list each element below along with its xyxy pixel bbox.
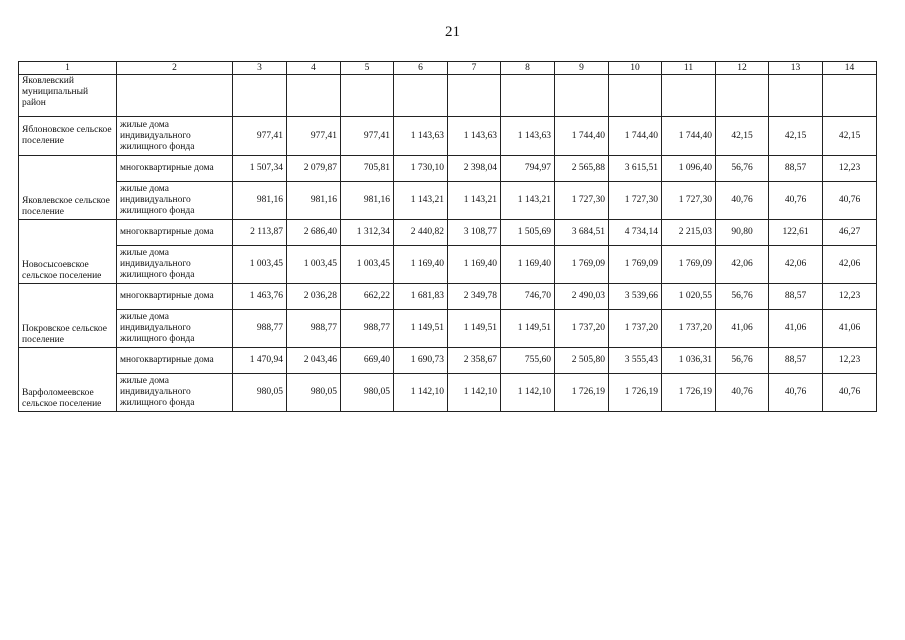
value-cell-col-14: 12,23	[823, 284, 877, 310]
column-header-6: 6	[394, 62, 448, 75]
value-cell-col-10: 3 615,51	[609, 156, 662, 182]
value-cell-col-14: 41,06	[823, 310, 877, 348]
column-header-1: 1	[19, 62, 117, 75]
value-cell-col-6: 1 169,40	[394, 246, 448, 284]
value-cell-col-7: 2 358,67	[448, 348, 501, 374]
value-cell-col-6: 1 143,21	[394, 182, 448, 220]
value-cell-col-14: 42,06	[823, 246, 877, 284]
settlement-name: Новосысоевское сельское поселение	[19, 220, 117, 284]
value-cell-col-5: 981,16	[341, 182, 394, 220]
value-cell-col-4: 977,41	[287, 117, 341, 156]
value-cell-col-7: 2 398,04	[448, 156, 501, 182]
value-cell-col-6: 1 149,51	[394, 310, 448, 348]
value-cell-col-9: 1 726,19	[555, 374, 609, 412]
value-cell-col-13: 42,15	[769, 117, 823, 156]
value-cell-col-3: 1 507,34	[233, 156, 287, 182]
value-cell-col-12: 41,06	[716, 310, 769, 348]
value-cell-col-9: 2 565,88	[555, 156, 609, 182]
value-cell-col-11: 1 726,19	[662, 374, 716, 412]
value-cell-col-13: 88,57	[769, 284, 823, 310]
tariff-table	[18, 61, 877, 412]
district-row	[19, 75, 877, 117]
column-header-9: 9	[555, 62, 609, 75]
column-header-4: 4	[287, 62, 341, 75]
value-cell-col-4: 980,05	[287, 374, 341, 412]
value-cell-col-10: 3 539,66	[609, 284, 662, 310]
page-number: 21	[445, 24, 460, 40]
table-body	[19, 75, 877, 412]
value-cell-col-3: 981,16	[233, 182, 287, 220]
value-cell-col-12: 40,76	[716, 374, 769, 412]
value-cell-col-4: 2 079,87	[287, 156, 341, 182]
value-cell-col-10: 1 727,30	[609, 182, 662, 220]
value-cell-col-3: 977,41	[233, 117, 287, 156]
empty-cell	[117, 75, 233, 117]
empty-cell	[341, 75, 394, 117]
value-cell-col-9: 2 490,03	[555, 284, 609, 310]
value-cell-col-10: 1 744,40	[609, 117, 662, 156]
housing-type: жилые дома индивидуального жилищного фонда	[117, 310, 233, 348]
value-cell-col-8: 794,97	[501, 156, 555, 182]
value-cell-col-8: 746,70	[501, 284, 555, 310]
value-cell-col-7: 1 149,51	[448, 310, 501, 348]
value-cell-col-10: 1 726,19	[609, 374, 662, 412]
value-cell-col-7: 2 349,78	[448, 284, 501, 310]
value-cell-col-4: 1 003,45	[287, 246, 341, 284]
value-cell-col-6: 1 681,83	[394, 284, 448, 310]
value-cell-col-10: 1 769,09	[609, 246, 662, 284]
value-cell-col-6: 1 143,63	[394, 117, 448, 156]
value-cell-col-8: 1 143,21	[501, 182, 555, 220]
value-cell-col-12: 56,76	[716, 348, 769, 374]
table-row	[19, 284, 877, 310]
value-cell-col-7: 1 143,63	[448, 117, 501, 156]
settlement-name: Варфоломеевское сельское поселение	[19, 348, 117, 412]
empty-cell	[769, 75, 823, 117]
column-header-14: 14	[823, 62, 877, 75]
value-cell-col-3: 988,77	[233, 310, 287, 348]
table-row	[19, 374, 877, 412]
table-row	[19, 156, 877, 182]
table-row	[19, 246, 877, 284]
settlement-name: Яблоновское сельское поселение	[19, 117, 117, 156]
value-cell-col-9: 3 684,51	[555, 220, 609, 246]
value-cell-col-13: 41,06	[769, 310, 823, 348]
value-cell-col-6: 1 142,10	[394, 374, 448, 412]
column-header-13: 13	[769, 62, 823, 75]
housing-type: жилые дома индивидуального жилищного фонда	[117, 246, 233, 284]
value-cell-col-7: 1 143,21	[448, 182, 501, 220]
column-header-2: 2	[117, 62, 233, 75]
value-cell-col-5: 669,40	[341, 348, 394, 374]
column-header-8: 8	[501, 62, 555, 75]
value-cell-col-14: 40,76	[823, 182, 877, 220]
value-cell-col-10: 4 734,14	[609, 220, 662, 246]
value-cell-col-5: 980,05	[341, 374, 394, 412]
housing-type: многоквартирные дома	[117, 348, 233, 374]
value-cell-col-6: 2 440,82	[394, 220, 448, 246]
column-header-11: 11	[662, 62, 716, 75]
value-cell-col-12: 42,06	[716, 246, 769, 284]
value-cell-col-5: 977,41	[341, 117, 394, 156]
value-cell-col-12: 42,15	[716, 117, 769, 156]
value-cell-col-12: 56,76	[716, 284, 769, 310]
empty-cell	[233, 75, 287, 117]
value-cell-col-14: 12,23	[823, 348, 877, 374]
value-cell-col-11: 1 036,31	[662, 348, 716, 374]
value-cell-col-14: 40,76	[823, 374, 877, 412]
value-cell-col-5: 1 312,34	[341, 220, 394, 246]
value-cell-col-12: 40,76	[716, 182, 769, 220]
value-cell-col-11: 1 769,09	[662, 246, 716, 284]
value-cell-col-7: 1 169,40	[448, 246, 501, 284]
value-cell-col-13: 88,57	[769, 156, 823, 182]
value-cell-col-4: 981,16	[287, 182, 341, 220]
value-cell-col-14: 46,27	[823, 220, 877, 246]
value-cell-col-14: 12,23	[823, 156, 877, 182]
value-cell-col-13: 40,76	[769, 374, 823, 412]
housing-type: жилые дома индивидуального жилищного фонда	[117, 182, 233, 220]
column-header-10: 10	[609, 62, 662, 75]
value-cell-col-9: 1 744,40	[555, 117, 609, 156]
value-cell-col-10: 3 555,43	[609, 348, 662, 374]
value-cell-col-8: 1 505,69	[501, 220, 555, 246]
column-header-7: 7	[448, 62, 501, 75]
column-header-12: 12	[716, 62, 769, 75]
header-row	[19, 62, 877, 75]
table-row	[19, 220, 877, 246]
value-cell-col-4: 2 036,28	[287, 284, 341, 310]
table-row	[19, 348, 877, 374]
housing-type: жилые дома индивидуального жилищного фонда	[117, 117, 233, 156]
empty-cell	[394, 75, 448, 117]
district-name: Яковлевский муниципальный район	[19, 75, 117, 117]
value-cell-col-11: 1 096,40	[662, 156, 716, 182]
table-row	[19, 117, 877, 156]
empty-cell	[287, 75, 341, 117]
empty-cell	[823, 75, 877, 117]
value-cell-col-5: 662,22	[341, 284, 394, 310]
value-cell-col-4: 2 043,46	[287, 348, 341, 374]
value-cell-col-3: 1 463,76	[233, 284, 287, 310]
value-cell-col-3: 1 470,94	[233, 348, 287, 374]
housing-type: многоквартирные дома	[117, 220, 233, 246]
housing-type: многоквартирные дома	[117, 156, 233, 182]
value-cell-col-7: 3 108,77	[448, 220, 501, 246]
value-cell-col-3: 980,05	[233, 374, 287, 412]
value-cell-col-9: 1 769,09	[555, 246, 609, 284]
value-cell-col-13: 122,61	[769, 220, 823, 246]
value-cell-col-9: 2 505,80	[555, 348, 609, 374]
value-cell-col-6: 1 690,73	[394, 348, 448, 374]
empty-cell	[662, 75, 716, 117]
empty-cell	[555, 75, 609, 117]
value-cell-col-5: 1 003,45	[341, 246, 394, 284]
table-row	[19, 182, 877, 220]
value-cell-col-11: 1 737,20	[662, 310, 716, 348]
value-cell-col-10: 1 737,20	[609, 310, 662, 348]
empty-cell	[501, 75, 555, 117]
value-cell-col-9: 1 737,20	[555, 310, 609, 348]
value-cell-col-8: 1 149,51	[501, 310, 555, 348]
value-cell-col-13: 40,76	[769, 182, 823, 220]
value-cell-col-8: 1 169,40	[501, 246, 555, 284]
empty-cell	[448, 75, 501, 117]
value-cell-col-5: 988,77	[341, 310, 394, 348]
value-cell-col-8: 1 142,10	[501, 374, 555, 412]
column-header-3: 3	[233, 62, 287, 75]
settlement-name: Яковлевское сельское поселение	[19, 156, 117, 220]
value-cell-col-4: 2 686,40	[287, 220, 341, 246]
value-cell-col-5: 705,81	[341, 156, 394, 182]
value-cell-col-14: 42,15	[823, 117, 877, 156]
value-cell-col-8: 1 143,63	[501, 117, 555, 156]
value-cell-col-13: 42,06	[769, 246, 823, 284]
value-cell-col-3: 2 113,87	[233, 220, 287, 246]
table-header	[19, 62, 877, 75]
value-cell-col-11: 1 020,55	[662, 284, 716, 310]
value-cell-col-6: 1 730,10	[394, 156, 448, 182]
value-cell-col-3: 1 003,45	[233, 246, 287, 284]
empty-cell	[716, 75, 769, 117]
value-cell-col-12: 56,76	[716, 156, 769, 182]
table-row	[19, 310, 877, 348]
value-cell-col-11: 1 744,40	[662, 117, 716, 156]
value-cell-col-4: 988,77	[287, 310, 341, 348]
value-cell-col-9: 1 727,30	[555, 182, 609, 220]
housing-type: жилые дома индивидуального жилищного фонда	[117, 374, 233, 412]
value-cell-col-11: 1 727,30	[662, 182, 716, 220]
value-cell-col-13: 88,57	[769, 348, 823, 374]
value-cell-col-12: 90,80	[716, 220, 769, 246]
value-cell-col-7: 1 142,10	[448, 374, 501, 412]
settlement-name: Покровское сельское поселение	[19, 284, 117, 348]
value-cell-col-11: 2 215,03	[662, 220, 716, 246]
empty-cell	[609, 75, 662, 117]
column-header-5: 5	[341, 62, 394, 75]
housing-type: многоквартирные дома	[117, 284, 233, 310]
value-cell-col-8: 755,60	[501, 348, 555, 374]
